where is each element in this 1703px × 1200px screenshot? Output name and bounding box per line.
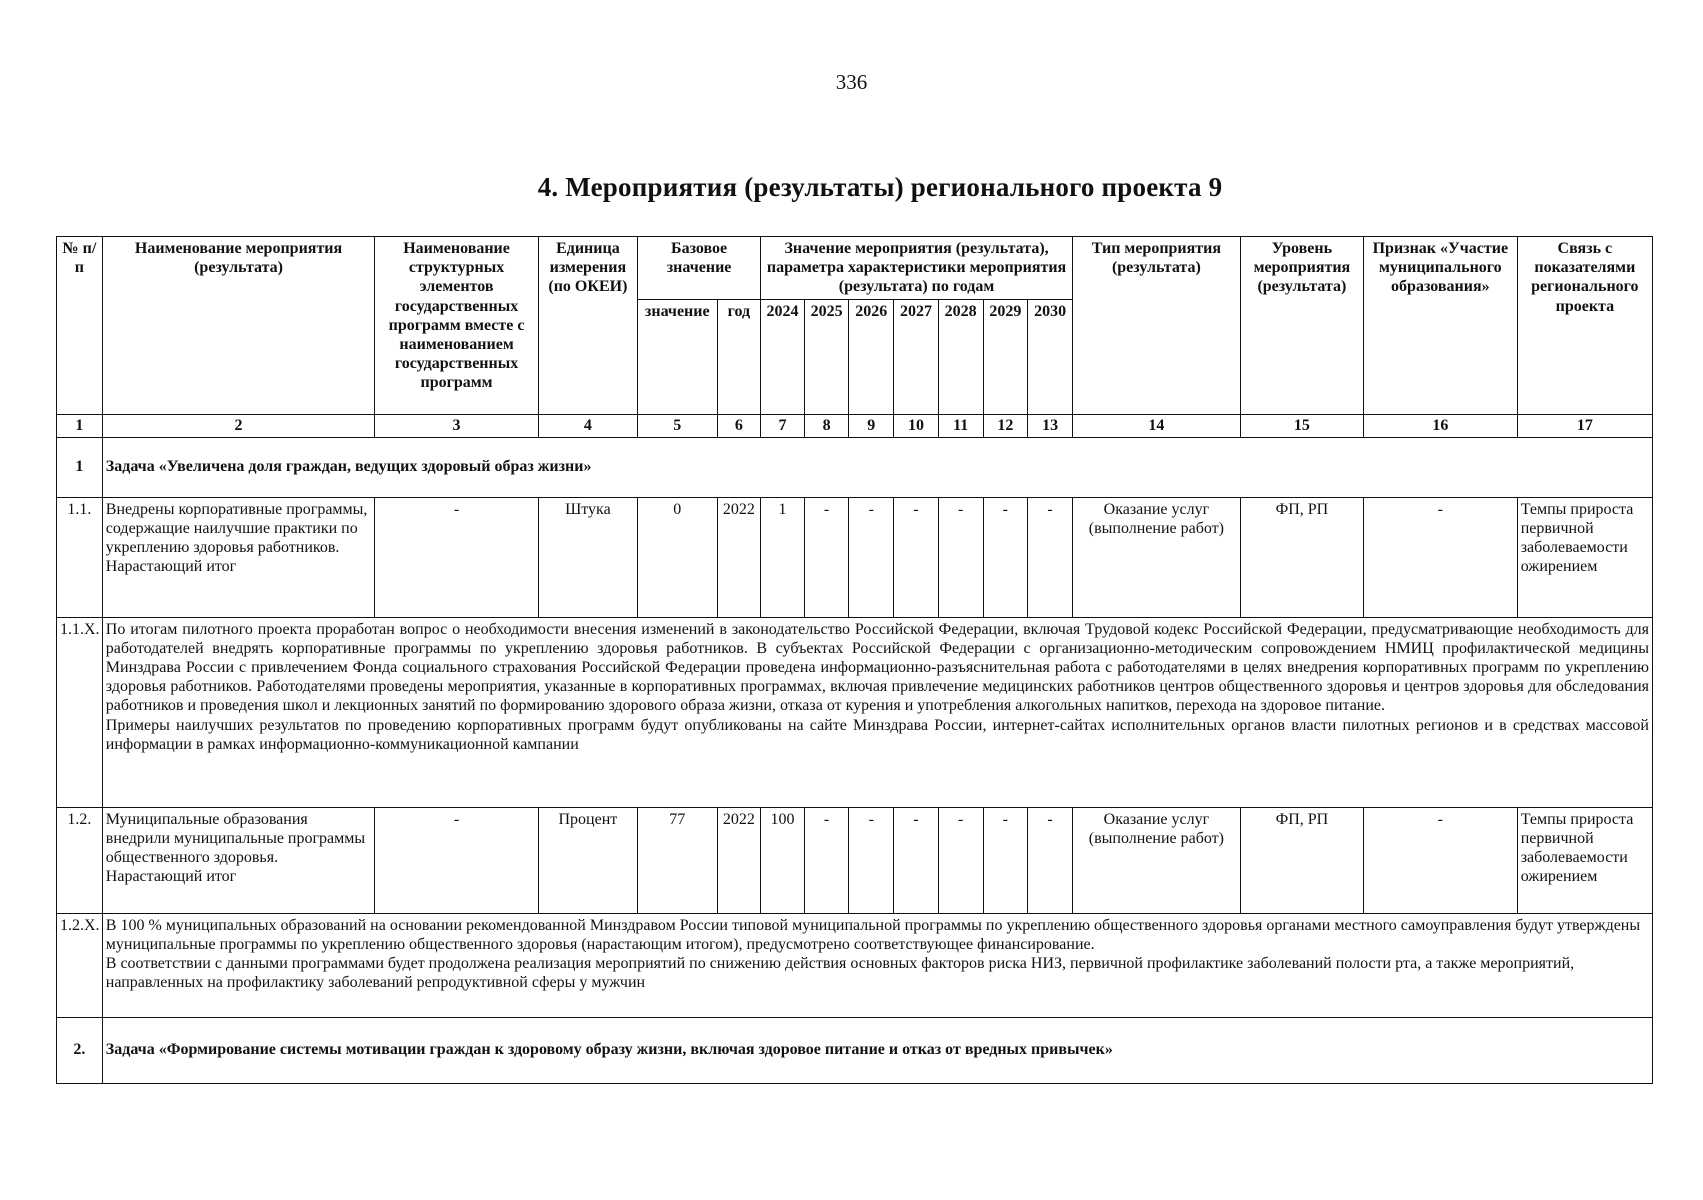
value-2030: - [1028, 807, 1073, 913]
column-number: 11 [938, 414, 983, 437]
header-unit: Единица измерения (по ОКЕИ) [538, 237, 637, 415]
column-number-row [57, 414, 1653, 437]
column-number: 1 [57, 414, 103, 437]
column-number: 7 [761, 414, 805, 437]
header-level: Уровень мероприятия (результата) [1240, 237, 1363, 415]
header-values-by-year: Значение мероприятия (результата), параметра характеристики мероприятия (результата) по годам [761, 237, 1073, 300]
header-year-2024: 2024 [761, 299, 805, 414]
page-number: 336 [835, 70, 868, 94]
column-number: 10 [894, 414, 939, 437]
row-number: 1.1. [57, 497, 103, 617]
result-description [102, 913, 1652, 1017]
value-2027: - [894, 497, 939, 617]
description-paragraph: По итогам пилотного проекта проработан вопрос о необходимости внесения изменений в законодательство Российской Федерации, включая Трудовой кодекс Российской Федерации, предусматривающие необходимость для работодателей внедрять корпоративные программы по укреплению здоровья работников. В субъектах Российской Федерации с организационно-методическим сопровождением НМИЦ профилактической медицины Минздрава России с привлечением Фонда социального страхования Российской Федерации проведена информационно-разъяснительная работа с работодателями в целях внедрения корпоративных программ по укреплению здоровья работников. Работодателями проведены мероприятия, указанные в корпоративных программах, включая привлечение медицинских работников центров общественного здоровья и центров здоровья для обследования работников и проведения школ и лекционных занятий по формированию здорового образа жизни, отказа от курения и употребления алкогольных напитков, перехода на здоровое питание. [105, 620, 1649, 715]
value-2025: - [804, 497, 849, 617]
value-2028: - [938, 807, 983, 913]
unit: Процент [538, 807, 637, 913]
description-paragraph: В 100 % муниципальных образований на основании рекомендованной Минздравом России типовой муниципальной программы по укреплению общественного здоровья органами местного самоуправления будут утверждены муниципальные программы по укреплению общественного здоровья (нарастающим итогом), предусмотрено соответствующее финансирование. [105, 916, 1641, 953]
value-2028: - [938, 497, 983, 617]
result-description [102, 617, 1652, 807]
description-paragraph: В соответствии с данными программами будет продолжена реализация мероприятий по снижению действия основных факторов риска НИЗ, первичной профилактике заболеваний полости рта, а также мероприятий, направленных на профилактику заболеваний репродуктивной сферы у мужчин [105, 954, 1575, 992]
value-2030: - [1028, 497, 1073, 617]
header-base-value: значение [637, 299, 717, 414]
municipal-flag: - [1363, 497, 1517, 617]
base-year: 2022 [717, 807, 761, 913]
header-year-2028: 2028 [938, 299, 983, 414]
result-type: Оказание услуг (выполнение работ) [1072, 497, 1240, 617]
value-2029: - [983, 807, 1028, 913]
header-name: Наименование мероприятия (результата) [102, 237, 375, 415]
column-number: 6 [717, 414, 761, 437]
indicator-link: Темпы прироста первичной заболеваемости ожирением [1517, 807, 1652, 913]
result-name: Внедрены корпоративные программы, содержащие наилучшие практики по укреплению здоровья работников. Нарастающий итог [102, 497, 375, 617]
header-row-top [57, 237, 1653, 300]
header-year-2025: 2025 [804, 299, 849, 414]
result-level: ФП, РП [1240, 807, 1363, 913]
result-name: Муниципальные образования внедрили муниципальные программы общественного здоровья. Нарастающий итог [102, 807, 375, 913]
municipal-flag: - [1363, 807, 1517, 913]
description-row [57, 913, 1653, 1017]
value-2026: - [849, 807, 894, 913]
struct-element: - [375, 807, 539, 913]
header-municipal: Признак «Участие муниципального образования» [1363, 237, 1517, 415]
column-number: 2 [102, 414, 375, 437]
unit: Штука [538, 497, 637, 617]
description-row [57, 617, 1653, 807]
header-base: Базовое значение [637, 237, 760, 300]
task-title: Задача «Увеличена доля граждан, ведущих здоровый образ жизни» [102, 437, 1652, 497]
result-level: ФП, РП [1240, 497, 1363, 617]
base-year: 2022 [717, 497, 761, 617]
column-number: 14 [1072, 414, 1240, 437]
description-paragraph: Примеры наилучших результатов по проведению корпоративных программ будут опубликованы на сайте Минздрава России, интернет-сайтах исполнительных органов власти пилотных регионов и в средствах массовой информации в рамках информационно-коммуникационной кампании [105, 716, 1649, 753]
header-link: Связь с показателями регионального проекта [1517, 237, 1652, 415]
column-number: 5 [637, 414, 717, 437]
column-number: 17 [1517, 414, 1652, 437]
header-year-2026: 2026 [849, 299, 894, 414]
task-row-2 [57, 1017, 1653, 1083]
column-number: 3 [375, 414, 539, 437]
task-title: Задача «Формирование системы мотивации граждан к здоровому образу жизни, включая здоровое питание и отказ от вредных привычек» [102, 1017, 1652, 1083]
value-2024: 100 [761, 807, 805, 913]
base-value: 0 [637, 497, 717, 617]
value-2024: 1 [761, 497, 805, 617]
task-number: 2. [57, 1017, 103, 1083]
page-title: 4. Мероприятия (результаты) регионального проекта 9 [537, 172, 1223, 202]
row-number: 1.2. [57, 807, 103, 913]
base-value: 77 [637, 807, 717, 913]
header-base-year: год [717, 299, 761, 414]
column-number: 9 [849, 414, 894, 437]
results-table [56, 236, 1653, 1084]
header-type: Тип мероприятия (результата) [1072, 237, 1240, 415]
row-number: 1.1.X. [57, 617, 103, 807]
column-number: 15 [1240, 414, 1363, 437]
result-type: Оказание услуг (выполнение работ) [1072, 807, 1240, 913]
value-2026: - [849, 497, 894, 617]
indicator-link: Темпы прироста первичной заболеваемости ожирением [1517, 497, 1652, 617]
header-struct: Наименование структурных элементов государственных программ вместе с наименованием государственных программ [375, 237, 539, 415]
header-no: № п/п [57, 237, 103, 415]
column-number: 12 [983, 414, 1028, 437]
value-2027: - [894, 807, 939, 913]
value-2029: - [983, 497, 1028, 617]
task-number: 1 [57, 437, 103, 497]
header-year-2027: 2027 [894, 299, 939, 414]
column-number: 13 [1028, 414, 1073, 437]
header-year-2029: 2029 [983, 299, 1028, 414]
column-number: 4 [538, 414, 637, 437]
column-number: 8 [804, 414, 849, 437]
table-row [57, 497, 1653, 617]
task-row-1 [57, 437, 1653, 497]
struct-element: - [375, 497, 539, 617]
header-year-2030: 2030 [1028, 299, 1073, 414]
row-number: 1.2.X. [57, 913, 103, 1017]
table-row [57, 807, 1653, 913]
column-number: 16 [1363, 414, 1517, 437]
value-2025: - [804, 807, 849, 913]
